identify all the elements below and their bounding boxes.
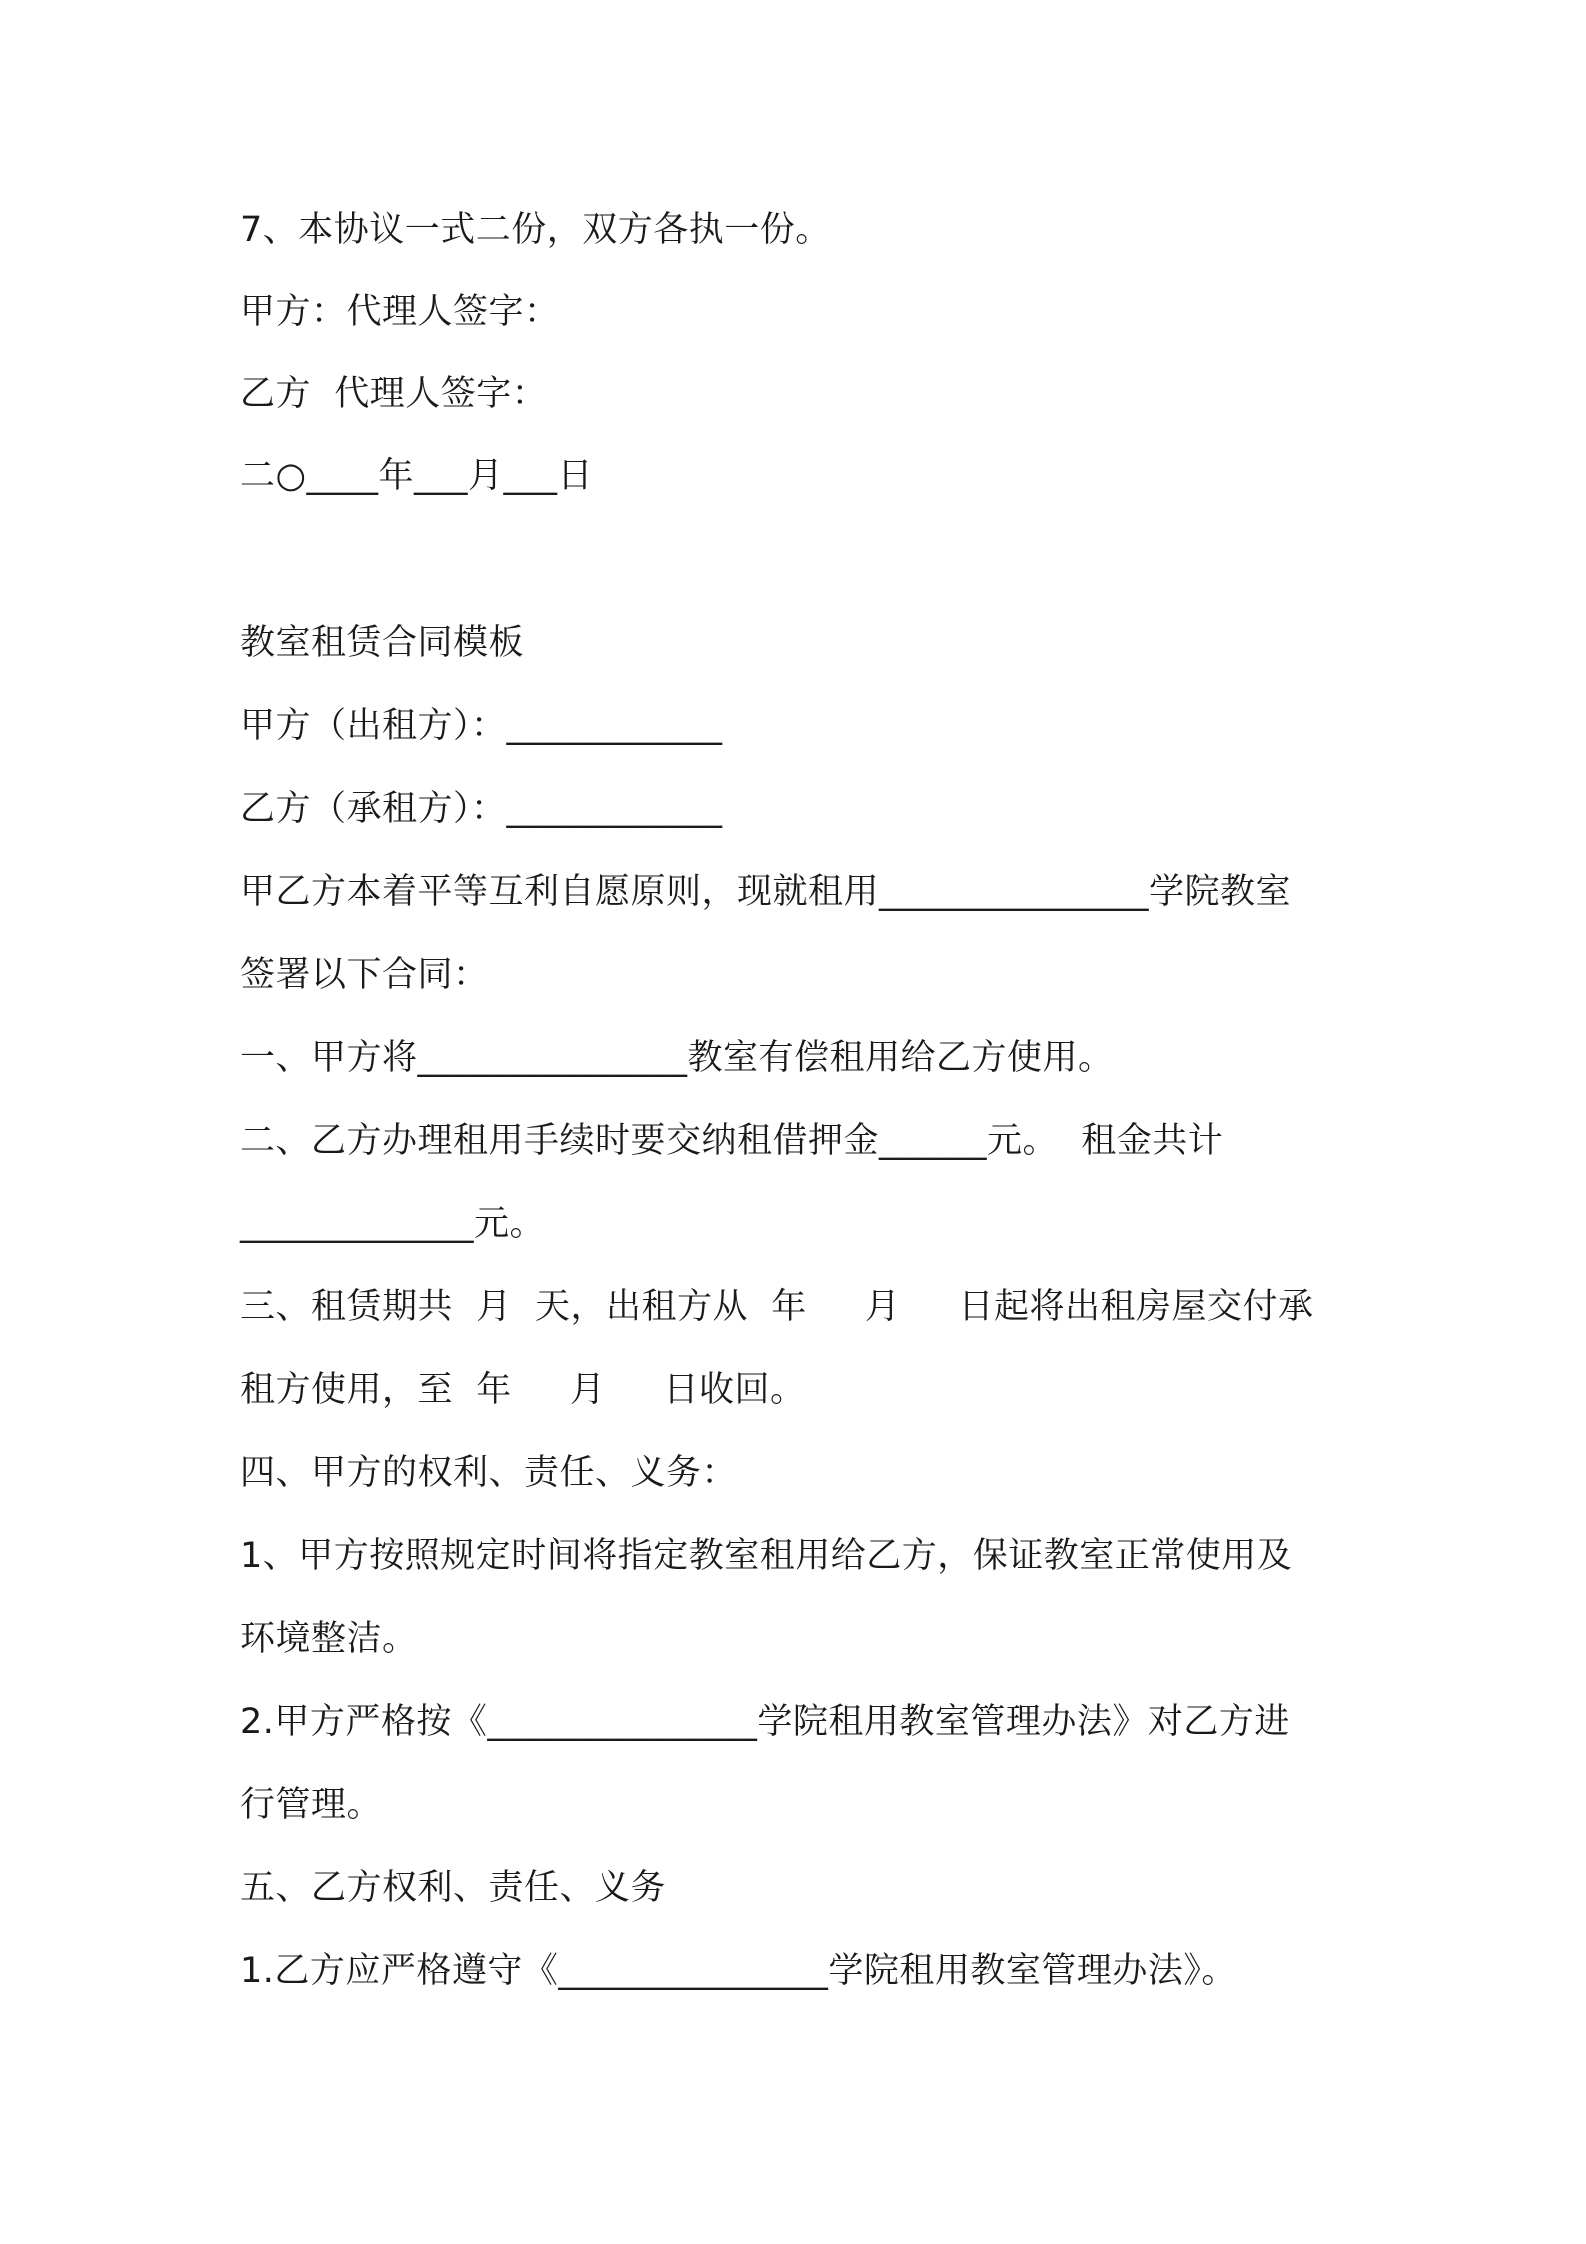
clause-7-copies: 7、本协议一式二份，双方各执一份。	[240, 210, 831, 250]
preamble-line-1: 甲乙方本着平等互利自愿原则，现就租用_______________学院教室	[240, 872, 1292, 912]
article-1: 一、甲方将_______________教室有偿租用给乙方使用。	[240, 1038, 1114, 1078]
article-2-line-1: 二、乙方办理租用手续时要交纳租借押金______元。 租金共计	[240, 1121, 1224, 1161]
article-4-item-2-line-2: 行管理。	[240, 1785, 383, 1825]
article-4-item-2-line-1: 2.甲方严格按《_______________学院租用教室管理办法》对乙方进	[240, 1702, 1290, 1742]
article-4-item-1-line-2: 环境整洁。	[240, 1619, 418, 1659]
party-a-agent-signature: 甲方：代理人签字：	[240, 292, 560, 332]
article-3-line-1: 三、租赁期共 月 天，出租方从 年 月 日起将出租房屋交付承	[240, 1287, 1314, 1327]
article-4-heading: 四、甲方的权利、责任、义务：	[240, 1453, 738, 1493]
party-a-lessor: 甲方（出租方）：____________	[240, 706, 723, 746]
signing-date: 二○____年___月___日	[240, 456, 594, 496]
contract-title: 教室租赁合同模板	[240, 623, 525, 663]
article-4-item-1-line-1: 1、甲方按照规定时间将指定教室租用给乙方，保证教室正常使用及	[240, 1536, 1293, 1576]
preamble-line-2: 签署以下合同：	[240, 955, 489, 995]
article-5-heading: 五、乙方权利、责任、义务	[240, 1868, 667, 1908]
party-b-lessee: 乙方（承租方）：____________	[240, 789, 723, 829]
party-b-agent-signature: 乙方 代理人签字：	[240, 374, 548, 414]
article-5-item-1: 1.乙方应严格遵守《_______________学院租用教室管理办法》。	[240, 1951, 1237, 1991]
article-3-line-2: 租方使用，至 年 月 日收回。	[240, 1370, 806, 1410]
article-2-line-2: _____________元。	[240, 1204, 546, 1244]
